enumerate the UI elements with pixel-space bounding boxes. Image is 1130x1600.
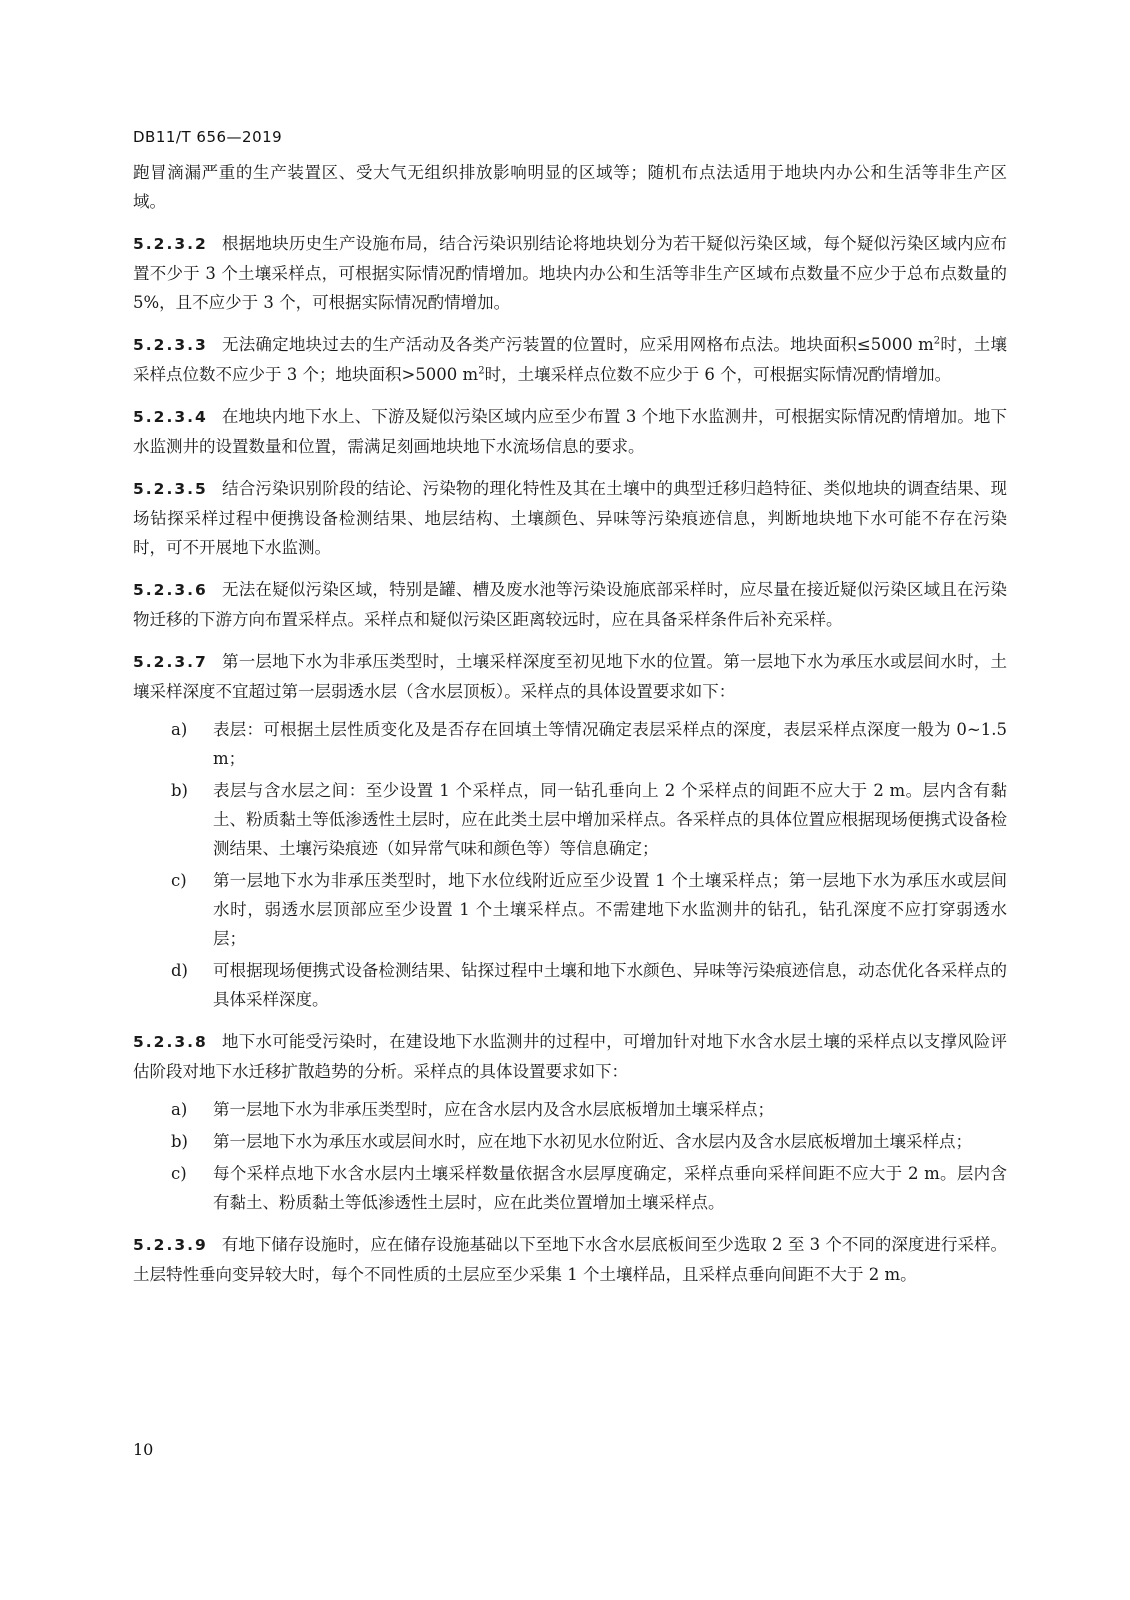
clause-5-2-3-6 (133, 575, 1007, 634)
clause-5-2-3-9 (133, 1230, 1007, 1289)
superscript: 2 (478, 365, 485, 377)
clause-5-2-3-4 (133, 402, 1007, 461)
intro-paragraph: 跑冒滴漏严重的生产装置区、受大气无组织排放影响明显的区域等；随机布点法适用于地块内办公和生活等非生产区域。 (133, 163, 1007, 211)
clause-number: 5.2.3.3 (133, 336, 208, 354)
clause-5-2-3-8-list (133, 1095, 1007, 1217)
list-item-text: 第一层地下水为非承压类型时，应在含水层内及含水层底板增加土壤采样点； (213, 1100, 774, 1119)
list-marker: a) (171, 1100, 188, 1119)
list-item (133, 866, 1007, 953)
list-item-text: 每个采样点地下水含水层内土壤采样数量依据含水层厚度确定，采样点垂向采样间距不应大于 2 m。层内含有黏土、粉质黏土等低渗透性土层时，应在此类位置增加土壤采样点。 (213, 1164, 1007, 1212)
clause-5-2-3-7 (133, 647, 1007, 706)
clause-number: 5.2.3.7 (133, 653, 208, 671)
clause-text: 地下水可能受污染时，在建设地下水监测井的过程中，可增加针对地下水含水层土壤的采样点以支撑风险评估阶段对地下水迁移扩散趋势的分析。采样点的具体设置要求如下： (133, 1032, 1007, 1081)
document-id-header: DB11/T 656—2019 (133, 128, 283, 146)
list-marker: d) (171, 961, 188, 980)
list-item (133, 956, 1007, 1014)
clause-5-2-3-3 (133, 330, 1007, 389)
clause-text: 结合污染识别阶段的结论、污染物的理化特性及其在土壤中的典型迁移归趋特征、类似地块的调查结果、现场钻探采样过程中便携设备检测结果、地层结构、土壤颜色、异味等污染痕迹信息，判断地块地下水可能不存在污染时，可不开展地下水监测。 (133, 479, 1007, 557)
list-item (133, 1095, 1007, 1124)
page-number: 10 (133, 1440, 154, 1459)
list-item (133, 776, 1007, 863)
list-marker: c) (171, 871, 187, 890)
list-marker: b) (171, 1132, 188, 1151)
list-item-text: 可根据现场便携式设备检测结果、钻探过程中土壤和地下水颜色、异味等污染痕迹信息，动态优化各采样点的具体采样深度。 (213, 961, 1007, 1009)
clause-text: 有地下储存设施时，应在储存设施基础以下至地下水含水层底板间至少选取 2 至 3 个不同的深度进行采样。土层特性垂向变异较大时，每个不同性质的土层应至少采集 1 个土壤样品，且采样点垂向间距不大于 2 m。 (133, 1235, 1007, 1284)
list-item (133, 715, 1007, 773)
clause-5-2-3-2 (133, 229, 1007, 317)
clause-text: 无法在疑似污染区域，特别是罐、槽及废水池等污染设施底部采样时，应尽量在接近疑似污染区域且在污染物迁移的下游方向布置采样点。采样点和疑似污染区距离较远时，应在具备采样条件后补充采样。 (133, 580, 1007, 629)
clause-text: 时，土壤采样点位数不应少于 3 个；地块面积>5000 m (133, 335, 1007, 384)
clause-text: 时，土壤采样点位数不应少于 6 个，可根据实际情况酌情增加。 (484, 365, 952, 384)
clause-5-2-3-7-list (133, 715, 1007, 1014)
clause-number: 5.2.3.9 (133, 1236, 208, 1254)
clause-text: 第一层地下水为非承压类型时，土壤采样深度至初见地下水的位置。第一层地下水为承压水或层间水时，土壤采样深度不宜超过第一层弱透水层（含水层顶板）。采样点的具体设置要求如下： (133, 652, 1007, 701)
clause-text: 无法确定地块过去的生产活动及各类产污装置的位置时，应采用网格布点法。地块面积≤5000 m (221, 335, 934, 354)
list-marker: a) (171, 720, 188, 739)
list-item-text: 第一层地下水为承压水或层间水时，应在地下水初见水位附近、含水层内及含水层底板增加土壤采样点； (213, 1132, 972, 1151)
clause-number: 5.2.3.4 (133, 408, 208, 426)
clause-text: 在地块内地下水上、下游及疑似污染区域内应至少布置 3 个地下水监测井，可根据实际情况酌情增加。地下水监测井的设置数量和位置，需满足刻画地块地下水流场信息的要求。 (133, 407, 1007, 456)
list-item (133, 1127, 1007, 1156)
list-item-text: 表层：可根据土层性质变化及是否存在回填土等情况确定表层采样点的深度，表层采样点深度一般为 0~1.5 m； (213, 720, 1007, 768)
clause-number: 5.2.3.8 (133, 1033, 208, 1051)
clause-text: 根据地块历史生产设施布局，结合污染识别结论将地块划分为若干疑似污染区域，每个疑似污染区域内应布置不少于 3 个土壤采样点，可根据实际情况酌情增加。地块内办公和生活等非生产区域布点数量不应少于总布点数量的 5%，且不应少于 3 个，可根据实际情况酌情增加。 (133, 234, 1007, 312)
list-marker: c) (171, 1164, 187, 1183)
list-item-text: 表层与含水层之间：至少设置 1 个采样点，同一钻孔垂向上 2 个采样点的间距不应大于 2 m。层内含有黏土、粉质黏土等低渗透性土层时，应在此类土层中增加采样点。各采样点的具体位置应根据现场便携式设备检测结果、土壤污染痕迹（如异常气味和颜色等）等信息确定； (213, 781, 1007, 858)
list-item-text: 第一层地下水为非承压类型时，地下水位线附近应至少设置 1 个土壤采样点；第一层地下水为承压水或层间水时，弱透水层顶部应至少设置 1 个土壤采样点。不需建地下水监测井的钻孔，钻孔深度不应打穿弱透水层； (213, 871, 1007, 948)
clause-number: 5.2.3.5 (133, 480, 208, 498)
clause-5-2-3-5 (133, 474, 1007, 562)
list-item (133, 1159, 1007, 1217)
document-body (133, 158, 1007, 1289)
list-marker: b) (171, 781, 188, 800)
superscript: 2 (933, 335, 941, 347)
clause-number: 5.2.3.6 (133, 581, 208, 599)
clause-number: 5.2.3.2 (133, 235, 208, 253)
clause-5-2-3-8 (133, 1027, 1007, 1086)
